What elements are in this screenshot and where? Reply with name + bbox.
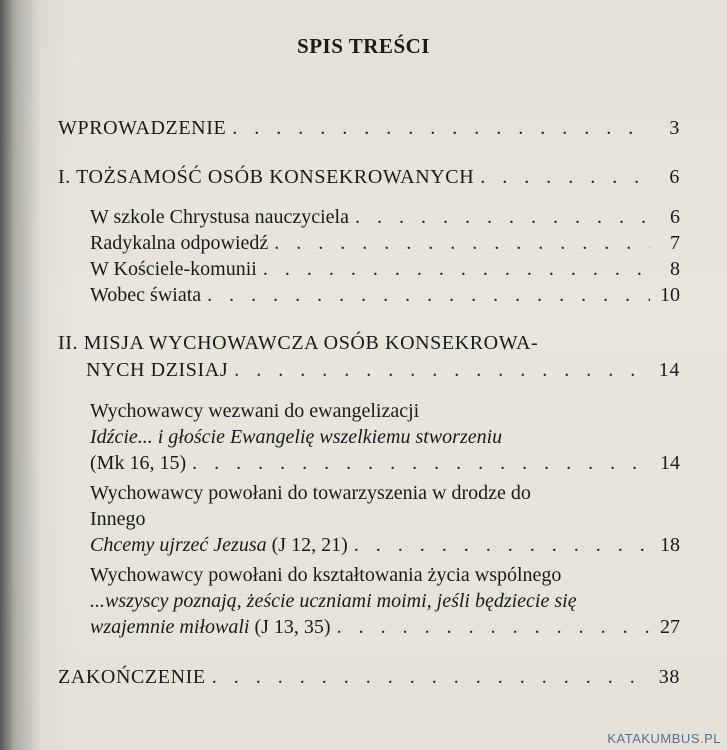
toc-subentry-quote: ...wszyscy poznają, żeście uczniami moimi, jeśli będziecie się (90, 590, 577, 612)
toc-page-number: 10 (660, 284, 680, 306)
dot-leader (232, 115, 650, 141)
toc-entry-part-2-line-1[interactable]: II. MISJA WYCHOWAWCZA OSÓB KONSEKROWA- (58, 332, 539, 354)
page-title: SPIS TREŚCI (297, 34, 430, 58)
toc-page-number: 6 (669, 166, 680, 188)
dot-leader (274, 230, 650, 256)
toc-subentry-quote (90, 614, 331, 640)
dot-leader (263, 256, 650, 282)
toc-subentry-line[interactable]: Wychowawcy powołani do kształtowania życia wspólnego (90, 564, 562, 586)
toc-subentry-quote (90, 532, 348, 558)
toc-page-number: 27 (660, 616, 680, 638)
dot-leader (337, 614, 650, 640)
dot-leader (354, 532, 650, 558)
toc-subentry-quote: Idźcie... i głoście Ewangelię wszelkiemu stworzeniu (90, 426, 503, 448)
toc-subentry[interactable] (90, 614, 680, 640)
toc-subentry-label: Radykalna odpowiedź (90, 232, 269, 254)
toc-subentry[interactable] (90, 256, 680, 282)
watermark: KATAKUMBUS.PL (607, 731, 721, 746)
toc-page-number: 38 (658, 666, 680, 688)
toc-entry-part-1[interactable] (58, 164, 680, 190)
toc-page-number: 6 (670, 206, 680, 228)
toc-subentry-label: W Kościele-komunii (90, 258, 257, 280)
toc-page-number: 8 (670, 258, 680, 280)
toc-page-number: 14 (660, 452, 680, 474)
toc-subentry[interactable] (90, 204, 680, 230)
dot-leader (207, 282, 650, 308)
toc-entry-outro[interactable] (58, 664, 680, 690)
toc-subentry-line[interactable]: Wychowawcy wezwani do ewangelizacji (90, 400, 420, 422)
toc-page-number: 3 (669, 117, 680, 139)
toc-subentry-line[interactable]: Wychowawcy powołani do towarzyszenia w drodze do (90, 482, 531, 504)
toc-entry-intro[interactable] (58, 115, 680, 141)
toc-subentry-label: W szkole Chrystusa nauczyciela (90, 206, 349, 228)
toc-subentry[interactable] (90, 532, 680, 558)
dot-leader (355, 204, 650, 230)
dot-leader (212, 664, 650, 690)
toc-subentry-quote-text: Chcemy ujrzeć Jezusa (90, 534, 267, 556)
toc-entry-label: ZAKOŃCZENIE (58, 666, 206, 688)
toc-page-number: 14 (658, 359, 680, 381)
toc-entry-label: I. TOŻSAMOŚĆ OSÓB KONSEKROWANYCH (58, 166, 475, 188)
toc-subentry[interactable] (90, 230, 680, 256)
toc-subentry[interactable] (90, 282, 680, 308)
toc-page-number: 18 (660, 534, 680, 556)
toc-subentry-line[interactable]: Innego (90, 508, 146, 530)
toc-subentry-reference: (J 13, 35) (254, 616, 331, 638)
toc-subentry-reference: (J 12, 21) (271, 534, 348, 556)
dot-leader (192, 450, 650, 476)
toc-subentry-reference: (Mk 16, 15) (90, 452, 187, 474)
toc-entry-part-2[interactable] (86, 357, 680, 383)
toc-subentry-label: Wobec świata (90, 284, 202, 306)
dot-leader (480, 164, 650, 190)
dot-leader (234, 357, 650, 383)
toc-subentry-quote-text: wzajemnie miłowali (90, 616, 250, 638)
toc-entry-label: NYCH DZISIAJ (86, 359, 229, 381)
toc-subentry[interactable] (90, 450, 680, 476)
toc-page-number: 7 (670, 232, 680, 254)
toc-entry-label: WPROWADZENIE (58, 117, 227, 139)
